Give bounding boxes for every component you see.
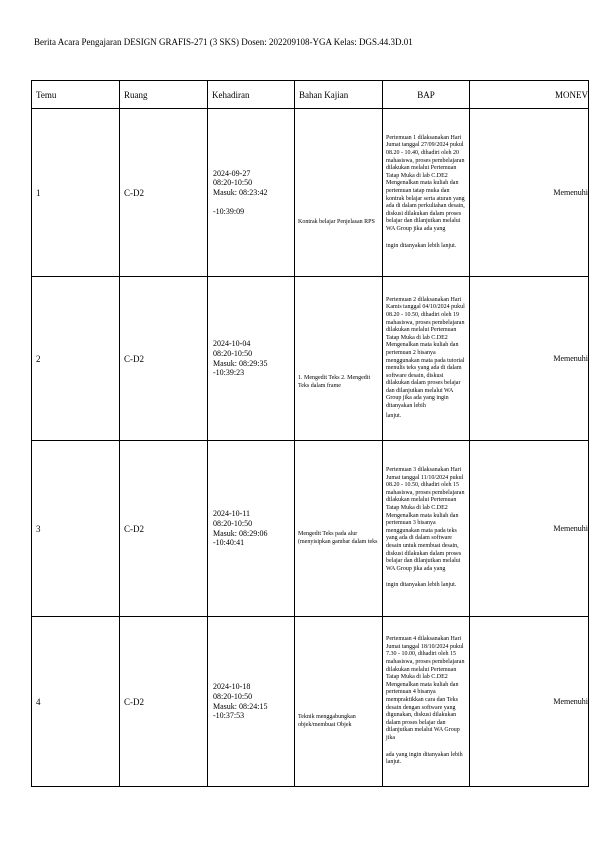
kehadiran-time: 08:20-10:50	[213, 178, 253, 188]
kehadiran-masuk: Masuk: 08:24:15	[213, 701, 268, 711]
kehadiran-keluar: -10:39:09	[213, 206, 245, 216]
table-row	[32, 617, 589, 787]
table-row	[32, 109, 589, 277]
table-row	[32, 277, 589, 441]
bap-text: Pertemuan 3 dilaksanakan Hari Jumat tanggal 11/10/2024 pukul 08.20 - 10.50, dihadiri oleh 15 mahasiswa, proses pembelajaran dilakukan melalui Pertemuan Tatap Muka di lab C.DE2 Mengenalkan mata kuliah dan pertemuan 3 bisanya menggunakan mata pada teks yang ada di dalam software desain untuk membuat desain, diskusi dilakukan dalam proses belajar dan dilanjutkan melalui WA Group jika ada yang	[386, 467, 465, 572]
bahan-kajian-cell	[295, 441, 383, 617]
bahan-kajian-text: 1. Mengedit Teks 2. Mengedit Teks dalam frame	[298, 374, 371, 389]
page-title: Berita Acara Pengajaran DESIGN GRAFIS-271 (3 SKS) Dosen: 202209108-YGA Kelas: DGS.44.3D.01	[34, 37, 413, 47]
temu-cell: 4	[32, 617, 120, 787]
bap-text: Pertemuan 2 dilaksanakan Hari Kamis tanggal 04/10/2024 pukul 08.20 - 10.50, dihadiri oleh 19 mahasiswa, proses pembelajaran dilakukan melalui Pertemuan Tatap Muka di lab C.DE2 Mengenalkan mata kuliah dan pertemuan 2 bisanya menggunakan mata pada tutorial menulis teks yang ada di dalam software desain, diskusi dilakukan dalam proses belajar dan dilanjutkan melalui WA Group jika ada yang ingin ditanyakan lebih	[386, 296, 465, 410]
bap-text: Pertemuan 4 dilaksanakan Hari Jumat tanggal 18/10/2024 pukul 7.30 - 10.00, dihadiri oleh 15 mahasiswa, proses pembelajaran dilakukan melalui Pertemuan Tatap Muka di lab C.DE2 Mengenalkan mata kuliah dan pertemuan 4 bisanya mempraktikkan cara dan Teks desain dengan software yang digunakan, diskusi dilakukan dalam proses belajar dan dilanjutkan melalui WA Group jika	[386, 636, 465, 741]
header-bap: BAP	[383, 81, 470, 109]
monev-cell: Memenuhi	[470, 441, 589, 617]
temu-cell: 2	[32, 277, 120, 441]
kehadiran-keluar: -10:39:23	[213, 368, 245, 378]
kehadiran-masuk: Masuk: 08:29:35	[213, 358, 268, 368]
bap-text: Pertemuan 1 dilaksanakan Hari Jumat tanggal 27/09/2024 pukul 08.20 - 10.40, dihadiri oleh 20 mahasiswa, proses pembelajaran dilakukan melalui Pertemuan Tatap Muka di lab C.DE2 Mengenalkan mata kuliah dan pertemuan tatap muka dan kontrak belajar serta aturan yang ada di dalam perkuliahan desain, diskusi dilakukan dalam proses belajar dan dilanjutkan melalui WA Group jika ada yang	[386, 134, 465, 232]
kehadiran-time: 08:20-10:50	[213, 348, 253, 358]
header-monev: MONEV	[470, 81, 589, 109]
bahan-kajian-cell	[295, 109, 383, 277]
ruang-cell: C-D2	[120, 617, 208, 787]
kehadiran-masuk: Masuk: 08:29:06	[213, 528, 268, 538]
bap-note: ingin ditanyakan lebih lanjut.	[386, 582, 457, 589]
table-header-row	[32, 81, 589, 109]
ruang-cell: C-D2	[120, 277, 208, 441]
kehadiran-date: 2024-10-18	[213, 682, 251, 692]
bap-note: lanjut.	[386, 412, 402, 419]
header-kehadiran: Kehadiran	[208, 81, 295, 109]
kehadiran-time: 08:20-10:50	[213, 691, 253, 701]
kehadiran-keluar: -10:37:53	[213, 711, 245, 721]
bahan-kajian-text: Teknik menggabungkan objek/membuat Objek	[298, 713, 356, 728]
bahan-kajian-cell	[295, 617, 383, 787]
kehadiran-date: 2024-09-27	[213, 168, 251, 178]
bap-note: ada yang ingin ditanyakan lebih lanjut.	[386, 751, 463, 766]
temu-cell: 3	[32, 441, 120, 617]
header-temu: Temu	[32, 81, 120, 109]
bahan-kajian-text: Kontrak belajar Penjelasan RPS	[298, 218, 375, 225]
bahan-kajian-cell	[295, 277, 383, 441]
temu-cell: 1	[32, 109, 120, 277]
monev-cell: Memenuhi	[470, 109, 589, 277]
kehadiran-date: 2024-10-11	[213, 509, 251, 519]
ruang-cell: C-D2	[120, 441, 208, 617]
header-bahan-kajian: Bahan Kajian	[295, 81, 383, 109]
bap-cell	[383, 109, 470, 277]
table-row	[32, 441, 589, 617]
monev-cell: Memenuhi	[470, 277, 589, 441]
kehadiran-cell	[208, 277, 295, 441]
kehadiran-date: 2024-10-04	[213, 339, 251, 349]
monev-cell: Memenuhi	[470, 617, 589, 787]
kehadiran-cell	[208, 617, 295, 787]
bap-cell	[383, 441, 470, 617]
kehadiran-cell	[208, 441, 295, 617]
meeting-table	[31, 80, 589, 787]
kehadiran-cell	[208, 109, 295, 277]
bap-cell	[383, 617, 470, 787]
bap-note: ingin ditanyakan lebih lanjut.	[386, 242, 457, 249]
kehadiran-masuk: Masuk: 08:23:42	[213, 188, 268, 197]
kehadiran-keluar: -10:40:41	[213, 538, 245, 548]
ruang-cell: C-D2	[120, 109, 208, 277]
bap-cell	[383, 277, 470, 441]
header-ruang: Ruang	[120, 81, 208, 109]
bahan-kajian-text: Mengedit Teks pada alur (menyisipkan gambar dalam teks	[298, 530, 378, 545]
kehadiran-time: 08:20-10:50	[213, 518, 253, 528]
